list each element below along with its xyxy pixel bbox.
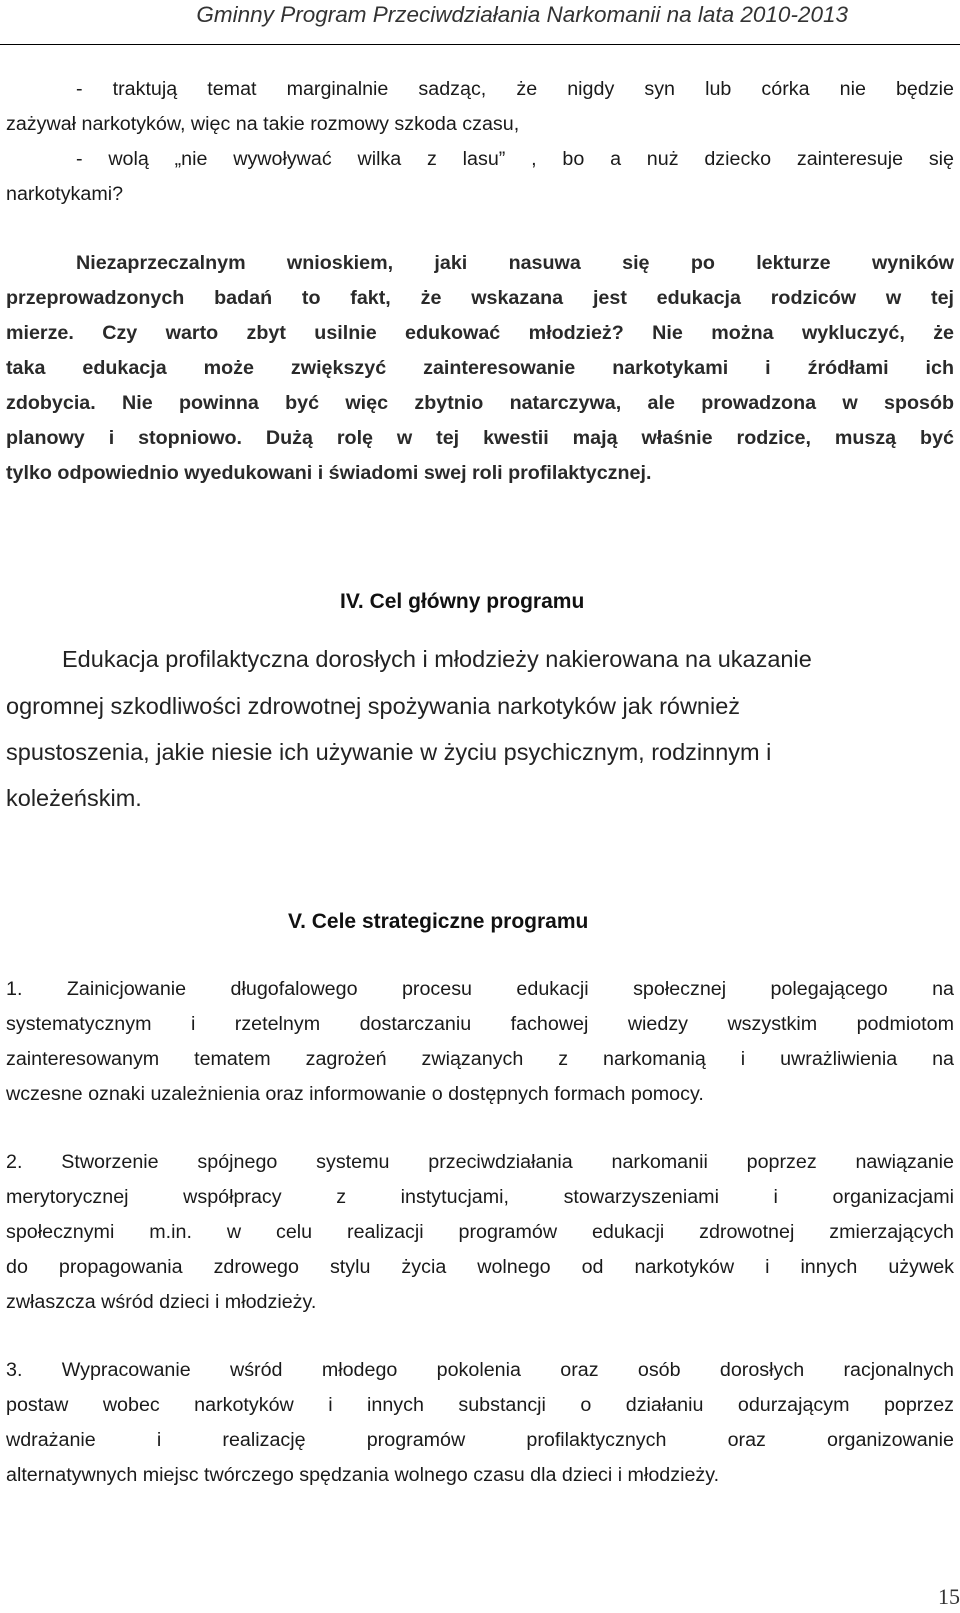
goal-1-line: wczesne oznaki uzależnienia oraz informowanie o dostępnych formach pomocy. — [6, 1083, 704, 1105]
conclusion-line: zdobycia. Nie powinna być więc zbytnio natarczywa, ale prowadzona w sposób — [6, 392, 954, 414]
conclusion-line: taka edukacja może zwiększyć zainteresowanie narkotykami i źródłami ich — [6, 357, 954, 379]
conclusion-line: przeprowadzonych badań to fakt, że wskazana jest edukacja rodziców w tej — [6, 287, 954, 309]
goal-1-line: systematycznym i rzetelnym dostarczaniu fachowej wiedzy wszystkim podmiotom — [6, 1013, 954, 1035]
goal-1-line: 1. Zainicjowanie długofalowego procesu edukacji społecznej polegającego na — [6, 978, 954, 1000]
section-iv-line: koleżeńskim. — [6, 785, 142, 811]
section-heading-v: V. Cele strategiczne programu — [288, 910, 589, 933]
section-heading-iv: IV. Cel główny programu — [340, 590, 585, 613]
conclusion-line: planowy i stopniowo. Dużą rolę w tej kwestii mają właśnie rodzice, muszą być — [6, 427, 954, 449]
intro-line: - wolą „nie wywoływać wilka z lasu” , bo a nuż dziecko zainteresuje się — [76, 148, 954, 170]
goal-3-line: wdrażanie i realizację programów profilaktycznych oraz organizowanie — [6, 1429, 954, 1451]
goal-1-line: zainteresowanym tematem zagrożeń związanych z narkomanią i uwrażliwienia na — [6, 1048, 954, 1070]
goal-2-line: 2. Stworzenie spójnego systemu przeciwdziałania narkomanii poprzez nawiązanie — [6, 1151, 954, 1173]
page-header — [0, 0, 960, 45]
goal-3-line: alternatywnych miejsc twórczego spędzania wolnego czasu dla dzieci i młodzieży. — [6, 1464, 720, 1486]
goal-2-line: społecznymi m.in. w celu realizacji programów edukacji zdrowotnej zmierzających — [6, 1221, 954, 1243]
section-iv-line: Edukacja profilaktyczna dorosłych i młodzieży nakierowana na ukazanie — [62, 646, 812, 672]
conclusion-line: tylko odpowiednio wyedukowani i świadomi swej roli profilaktycznej. — [6, 462, 652, 484]
intro-line: narkotykami? — [6, 183, 124, 205]
intro-line: zażywał narkotyków, więc na takie rozmowy szkoda czasu, — [6, 113, 520, 135]
conclusion-line: Niezaprzeczalnym wnioskiem, jaki nasuwa się po lekturze wyników — [76, 252, 954, 274]
goal-2-line: zwłaszcza wśród dzieci i młodzieży. — [6, 1291, 317, 1313]
section-iv-line: spustoszenia, jakie niesie ich używanie w życiu psychicznym, rodzinnym i — [6, 739, 772, 765]
goal-3-line: 3. Wypracowanie wśród młodego pokolenia oraz osób dorosłych racjonalnych — [6, 1359, 954, 1381]
intro-line: - traktują temat marginalnie sadząc, że nigdy syn lub córka nie będzie — [76, 78, 954, 100]
goal-2-line: merytorycznej współpracy z instytucjami, stowarzyszeniami i organizacjami — [6, 1186, 954, 1208]
conclusion-line: mierze. Czy warto zbyt usilnie edukować młodzież? Nie można wykluczyć, że — [6, 322, 954, 344]
goal-2-line: do propagowania zdrowego stylu życia wolnego od narkotyków i innych używek — [6, 1256, 954, 1278]
header-title: Gminny Program Przeciwdziałania Narkomanii na lata 2010-2013 — [196, 2, 848, 27]
page-number: 15 — [938, 1584, 960, 1609]
section-iv-line: ogromnej szkodliwości zdrowotnej spożywania narkotyków jak również — [6, 693, 741, 719]
goal-3-line: postaw wobec narkotyków i innych substancji o działaniu odurzającym poprzez — [6, 1394, 954, 1416]
